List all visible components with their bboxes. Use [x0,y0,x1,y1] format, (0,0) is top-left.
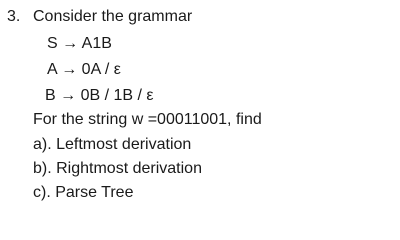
task-statement: For the string w =00011001, find [33,111,262,128]
grammar-rule-s: S → A1B [47,35,112,52]
part-b: b). Rightmost derivation [33,160,202,177]
part-a: a). Leftmost derivation [33,136,192,153]
grammar-rule-b: B → 0B / 1B / ε [45,87,154,104]
grammar-rule-a: A → 0A / ε [47,61,121,78]
problem-number: 3. [7,8,21,25]
part-c: c). Parse Tree [33,184,134,201]
problem-intro: Consider the grammar [33,8,193,25]
